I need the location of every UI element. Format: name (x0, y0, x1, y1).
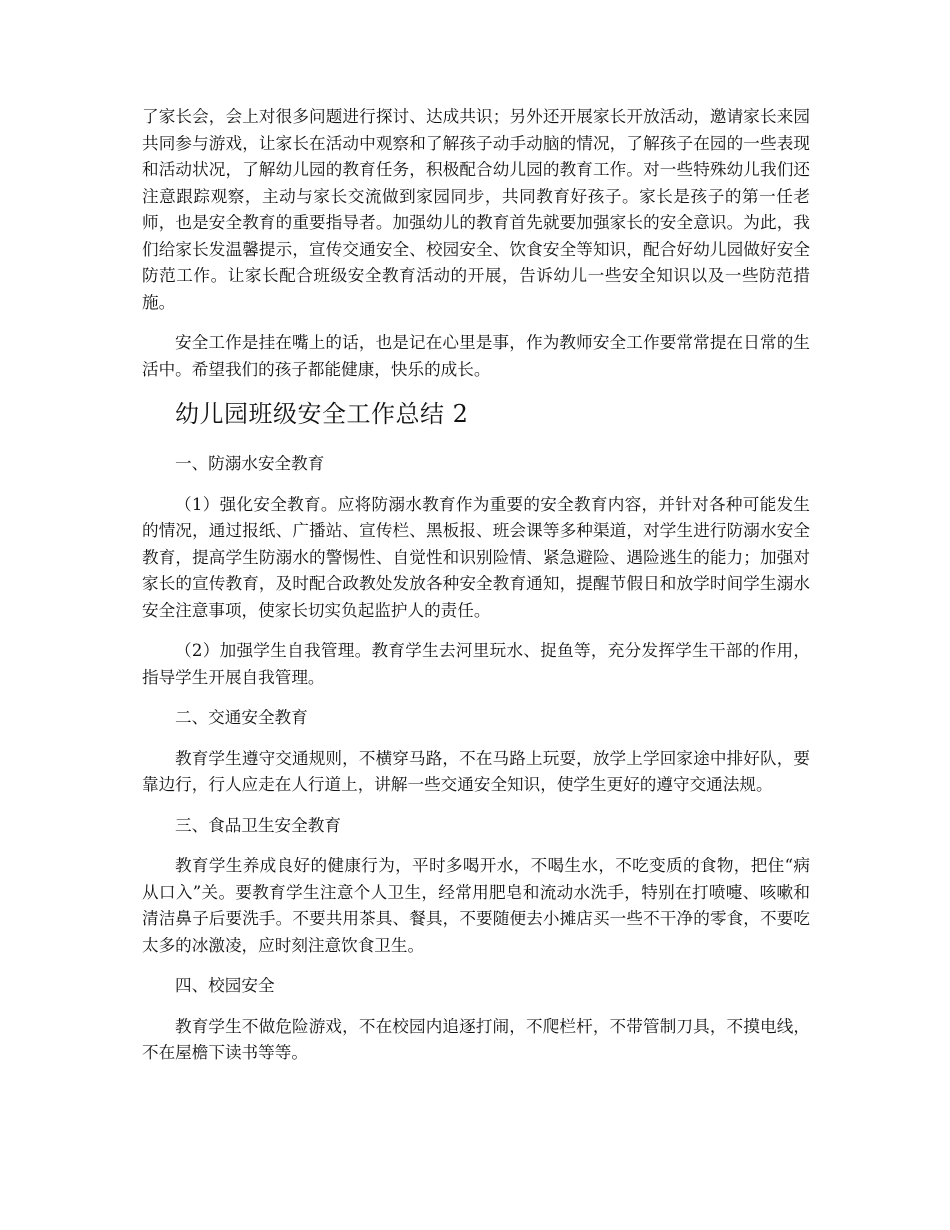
document-page (142, 104, 810, 1081)
document-title: 幼儿园班级安全工作总结 2 (175, 400, 469, 428)
section-heading-traffic: 二、交通安全教育 (175, 708, 308, 727)
intro-paragraph-1: 了家长会，会上对很多问题进行探讨、达成共识；另外还开展家长开放活动，邀请家长来园共同参与游戏，让家长在活动中观察和了解孩子动手动脑的情况，了解孩子在园的一些表现和活动状况，了解幼儿园的教育任务，积极配合幼儿园的教育工作。对一些特殊幼儿我们还注意跟踪观察，主动与家长交流做到家园同步，共同教育好孩子。家长是孩子的第一任老师，也是安全教育的重要指导者。加强幼儿的教育首先就要加强家长的安全意识。为此，我们给家长发温馨提示，宣传交通安全、校园安全、饮食安全等知识，配合好幼儿园做好安全防范工作。让家长配合班级安全教育活动的开展，告诉幼儿一些安全知识以及一些防范措施。 (142, 107, 810, 312)
food-paragraph: 教育学生养成良好的健康行为，平时多喝开水，不喝生水，不吃变质的食物，把住“病从口入”关。要教育学生注意个人卫生，经常用肥皂和流动水洗手，特别在打喷嚏、咳嗽和清洁鼻子后要洗手。不要共用茶具、餐具，不要随便去小摊店买一些不干净的零食，不要吃太多的冰激凌，应时刻注意饮食卫生。 (142, 856, 810, 955)
drowning-item-1: （1）强化安全教育。应将防溺水教育作为重要的安全教育内容，并针对各种可能发生的情况，通过报纸、广播站、宣传栏、黑板报、班会课等多种渠道，对学生进行防溺水安全教育，提高学生防溺水的警惕性、自觉性和识别险情、紧急避险、遇险逃生的能力；加强对家长的宣传教育，及时配合政教处发放各种安全教育通知，提醒节假日和放学时间学生溺水安全注意事项，使家长切实负起监护人的责任。 (142, 494, 810, 620)
intro-paragraph-2: 安全工作是挂在嘴上的话，也是记在心里是事，作为教师安全工作要常常提在日常的生活中。希望我们的孩子都能健康，快乐的成长。 (142, 333, 810, 379)
campus-paragraph: 教育学生不做危险游戏，不在校园内追逐打闹，不爬栏杆，不带管制刀具，不摸电线，不在屋檐下读书等等。 (142, 1016, 810, 1062)
section-heading-drowning: 一、防溺水安全教育 (175, 454, 325, 473)
section-heading-food: 三、食品卫生安全教育 (175, 815, 341, 835)
drowning-item-2: （2）加强学生自我管理。教育学生去河里玩水、捉鱼等，充分发挥学生干部的作用，指导学生开展自我管理。 (142, 641, 810, 687)
traffic-paragraph: 教育学生遵守交通规则，不横穿马路，不在马路上玩耍，放学上学回家途中排好队，要靠边行，行人应走在人行道上，讲解一些交通安全知识，使学生更好的遵守交通法规。 (142, 748, 810, 794)
section-heading-campus: 四、校园安全 (175, 976, 275, 995)
